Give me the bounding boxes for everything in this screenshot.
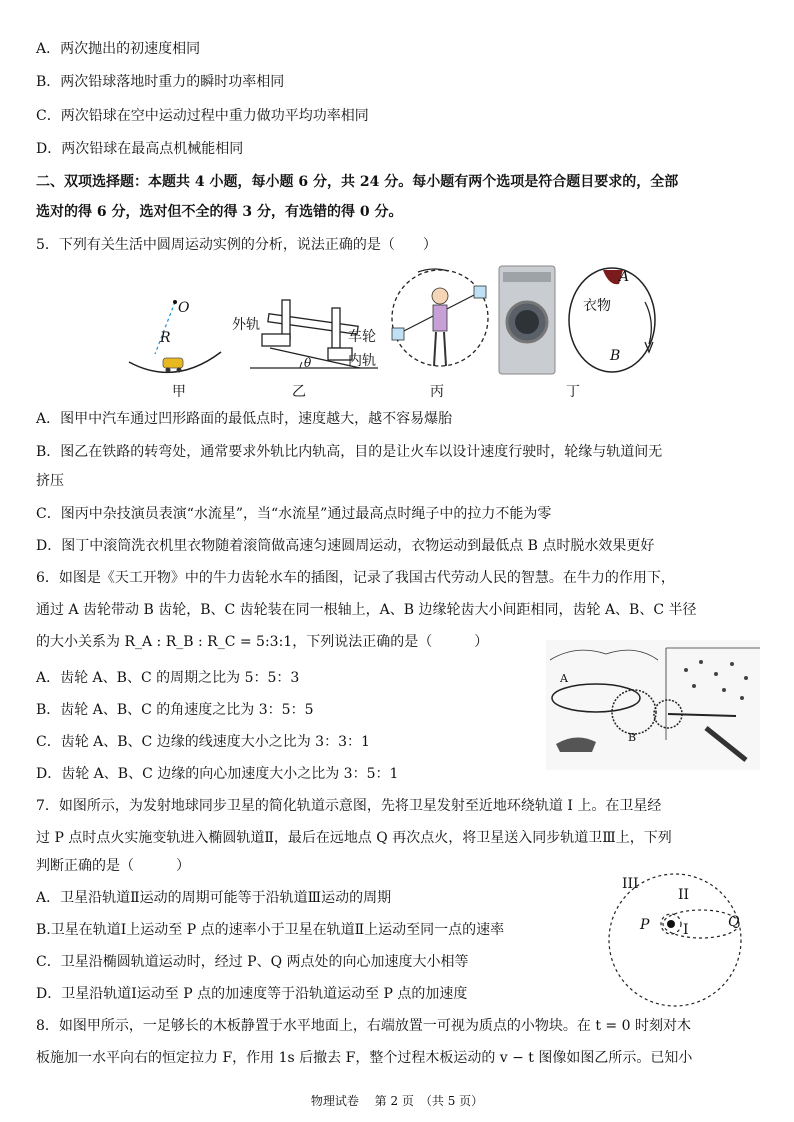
q7-option-a: A．卫星沿轨道Ⅱ运动的周期可能等于沿轨道Ⅲ运动的周期 [36, 890, 392, 906]
q5-stem: 5．下列有关生活中圆周运动实例的分析，说法正确的是（ ） [36, 237, 437, 253]
fig-q6-label-a: A [560, 672, 568, 685]
orbit-label-iii: III [622, 876, 639, 892]
fig-jia-label-r: R [160, 330, 171, 346]
fig-yi-caption: 乙 [292, 384, 306, 400]
q8-stem-line1: 8．如图甲所示，一足够长的木板静置于水平地面上，右端放置一可视为质点的小物块。在 t = 0 时刻对木 [36, 1018, 691, 1034]
q5-figure-jia [125, 292, 225, 382]
q5-option-b: B．图乙在铁路的转弯处，通常要求外轨比内轨高，目的是让火车以设计速度行驶时，轮缘与轨道间无 [36, 444, 663, 460]
q5-figure-bing [388, 262, 492, 377]
q6-option-d: D．齿轮 A、B、C 边缘的向心加速度大小之比为 3：5：1 [36, 766, 399, 782]
q4-option-d: D．两次铅球在最高点机械能相同 [36, 141, 244, 157]
q6-option-b: B．齿轮 A、B、C 的角速度之比为 3：5：5 [36, 702, 314, 718]
fig-yi-label-inner-rail: 内轨 [348, 353, 376, 369]
q7-option-c: C．卫星沿椭圆轨道运动时，经过 P、Q 两点处的向心加速度大小相等 [36, 954, 469, 970]
q6-stem-line3: 的大小关系为 R_A : R_B : R_C = 5:3:1，下列说法正确的是（ ） [36, 634, 489, 650]
q7-option-b: B.卫星在轨道Ⅰ上运动至 P 点的速率小于卫星在轨道Ⅱ上运动至同一点的速率 [36, 922, 505, 938]
performer-icon [432, 288, 448, 304]
fig-ding-label-b: B [610, 348, 621, 364]
section2-heading-line2: 选对的得 6 分，选对但不全的得 3 分，有选错的得 0 分。 [36, 204, 403, 220]
q7-stem-line2: 过 P 点时点火实施变轨进入椭圆轨道Ⅱ，最后在远地点 Q 再次点火，将卫星送入同步轨道卫Ⅲ上，下列 [36, 830, 672, 846]
q7-stem-line1: 7．如图所示，为发射地球同步卫星的简化轨道示意图，先将卫星发射至近地环绕轨道 I 上。在卫星经 [36, 798, 662, 814]
q6-option-a: A．齿轮 A、B、C 的周期之比为 5：5：3 [36, 670, 300, 686]
q5-washing-machine [497, 264, 557, 376]
orbit-label-i: I [683, 922, 689, 938]
fig-yi-label-outer-rail: 外轨 [232, 317, 260, 333]
earth-icon [667, 920, 675, 928]
q6-waterwheel-illustration [546, 640, 760, 770]
q4-option-b: B．两次铅球落地时重力的瞬时功率相同 [36, 74, 285, 90]
q7-stem-line3: 判断正确的是（ ） [36, 858, 190, 874]
q7-option-d: D．卫星沿轨道Ⅰ运动至 P 点的加速度等于沿轨道运动至 P 点的加速度 [36, 986, 468, 1002]
orbit-label-ii: II [678, 887, 690, 903]
orbit-iii [609, 874, 741, 1006]
fig-bing-caption: 丙 [430, 384, 444, 400]
q6-stem-line2: 通过 A 齿轮带动 B 齿轮，B、C 齿轮装在同一根轴上，A、B 边缘轮齿大小间距相同，齿轮 A、B、C 半径 [36, 602, 697, 618]
q5-option-a: A．图甲中汽车通过凹形路面的最低点时，速度越大，越不容易爆胎 [36, 411, 453, 427]
orbit-label-p: P [640, 917, 650, 933]
fig-ding-label-a: A [619, 269, 630, 285]
q5-option-c: C．图丙中杂技演员表演“水流星”，当“水流星”通过最高点时绳子中的拉力不能为零 [36, 506, 552, 522]
q5-option-d: D．图丁中滚筒洗衣机里衣物随着滚筒做高速匀速圆周运动，衣物运动到最低点 B 点时脱水效果更好 [36, 538, 655, 554]
q6-stem-line1: 6．如图是《天工开物》中的牛力齿轮水车的插图，记录了我国古代劳动人民的智慧。在牛力的作用下， [36, 570, 675, 586]
q4-option-c: C．两次铅球在空中运动过程中重力做功平均功率相同 [36, 108, 369, 124]
fig-ding-caption: 丁 [566, 384, 580, 400]
fig-yi-label-wheel: 车轮 [348, 329, 376, 345]
q8-stem-line2: 板施加一水平向右的恒定拉力 F，作用 1s 后撤去 F，整个过程木板运动的 v − t 图像如图乙所示。已知小 [36, 1050, 693, 1066]
section2-heading-line1: 二、双项选择题：本题共 4 小题，每小题 6 分，共 24 分。每小题有两个选项是符合题目要求的，全部 [36, 174, 679, 190]
fig-jia-caption: 甲 [172, 384, 186, 400]
q4-option-a: A．两次抛出的初速度相同 [36, 41, 201, 57]
fig-q6-label-b: B [628, 731, 637, 744]
fig-ding-label-clothes: 衣物 [583, 298, 611, 314]
fig-yi-label-theta: θ [304, 356, 312, 370]
page-footer: 物理试卷 第 2 页 （共 5 页） [310, 1094, 484, 1108]
car-icon [163, 358, 183, 368]
q6-option-c: C．齿轮 A、B、C 边缘的线速度大小之比为 3：3：1 [36, 734, 370, 750]
q5-option-b-cont: 挤压 [36, 473, 64, 489]
fig-jia-label-o: O [178, 300, 190, 316]
orbit-label-q: Q [728, 914, 740, 930]
